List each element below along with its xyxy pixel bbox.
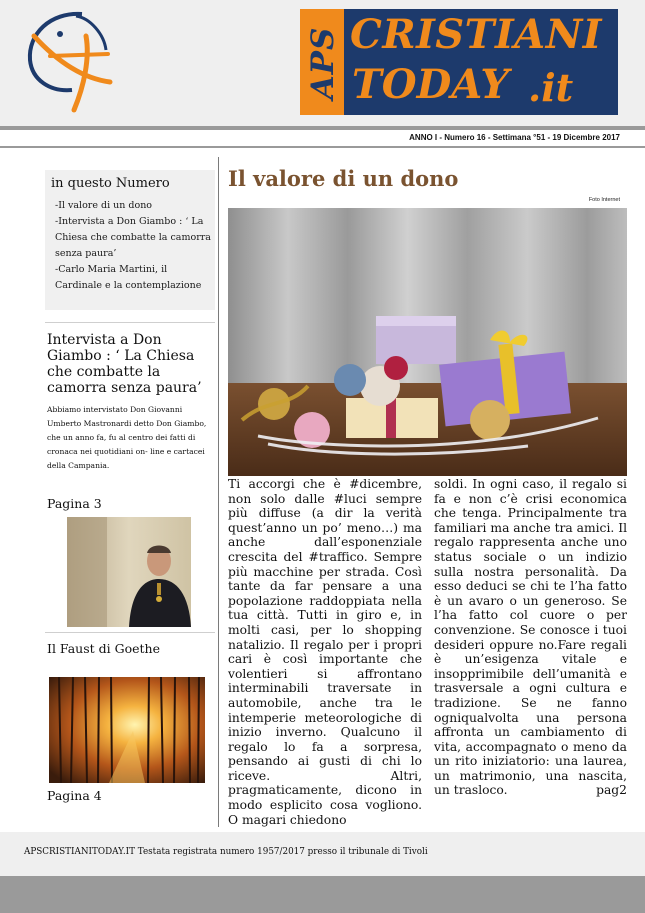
article-headline: Il valore di un dono: [228, 166, 459, 191]
masthead-line-3: .it: [528, 65, 574, 110]
issue-rule: [0, 146, 645, 148]
forest-sunset-photo: [49, 677, 205, 783]
footer-text: APSCRISTIANITODAY.IT Testata registrata numero 1957/2017 presso il tribunale di Tivoli: [24, 847, 428, 857]
page-ref-3[interactable]: Pagina 3: [47, 496, 102, 511]
column-divider: [218, 157, 219, 827]
interview-intro: Abbiamo intervistato Don Giovanni Umberto Mastronardi detto Don Giambo, che un anno fa, fu al centro dei fatti di cronaca nei quotidiani on- line e cartacei della Campania.: [47, 405, 207, 470]
header-rule: [0, 126, 645, 130]
header: [0, 0, 645, 126]
gifts-photo: [228, 208, 627, 476]
masthead-aps: APS: [305, 26, 341, 100]
article-column-1: Ti accorgi che è #dicembre, non solo dalle #luci sempre più diffuse (a dir la verità quest’anno un po’ meno…) ma anche dall’esponenziale crescita del #traffico. Sempre più macchine per strada. Così tante da far pensare a una popolazione raddoppiata nella tua città. Tutti in giro e, in molti casi, per lo shopping natalizio. Il regalo per i propri cari è così importante che volentieri si affrontano interminabili traversate in automobile, anche tra le intemperie meteorologiche di inizio inverno. Qualcuno il regalo lo fa a sorpresa, pensando ai gusti di chi lo riceve. Altri, pragmaticamente, dicono in modo esplicito cosa vogliono. O magari chiedono: [228, 477, 422, 827]
masthead-line-2: TODAY: [352, 61, 509, 108]
contents-box: [45, 170, 215, 310]
interview-title[interactable]: Intervista a Don Giambo : ‘ La Chiesa che combatte la camorra senza paura’: [47, 332, 202, 396]
continue-page-ref[interactable]: pag2: [596, 783, 627, 798]
faust-title[interactable]: Il Faust di Goethe: [47, 641, 161, 656]
footer: [0, 832, 645, 913]
contents-item[interactable]: -Intervista a Don Giambo : ‘ La Chiesa che combatte la camorra senza paura’: [55, 216, 211, 259]
sidebar-divider: [45, 322, 215, 323]
contents-item[interactable]: -Carlo Maria Martini, il Cardinale e la contemplazione: [55, 264, 202, 291]
issue-line: ANNO I - Numero 16 - Settimana °51 - 19 Dicembre 2017: [409, 133, 620, 142]
masthead-logo: [300, 9, 618, 115]
fish-cross-logo-icon: [20, 8, 116, 116]
sidebar-divider: [45, 632, 215, 633]
masthead-line-1: CRISTIANI: [350, 11, 602, 58]
footer-band: [0, 832, 645, 876]
priest-photo: [67, 517, 191, 627]
page-ref-4[interactable]: Pagina 4: [47, 788, 102, 803]
sidebar: [45, 170, 215, 815]
contents-item[interactable]: -Il valore di un dono: [55, 200, 153, 211]
contents-list: [55, 198, 211, 294]
photo-credit: Foto Internet: [588, 197, 620, 203]
article-column-2-text: soldi. In ogni caso, il regalo si fa e non c’è crisi economica che tenga. Principalmente tra familiari ma anche tra amici. Il regalo rappresenta anche uno status sociale o un indizio sulla nostra personalità. Da esso deduci se chi te l’ha fatto è un avaro o un generoso. Se l’ha fatto col cuore o per convenzione. Se conosce i tuoi desideri oppure no.Fare regali è un’esigenza vitale e insopprimibile dell’umanità e trasversale a ogni cultura e tradizione. Se ne fanno ogniqualvolta una persona affronta un cambiamento di vita, accompagnato o meno da un rito iniziatorio: una laurea, un matrimonio, una nascita, un trasloco.: [434, 477, 627, 798]
article-column-2: [434, 477, 627, 798]
contents-heading: in questo Numero: [51, 176, 170, 191]
